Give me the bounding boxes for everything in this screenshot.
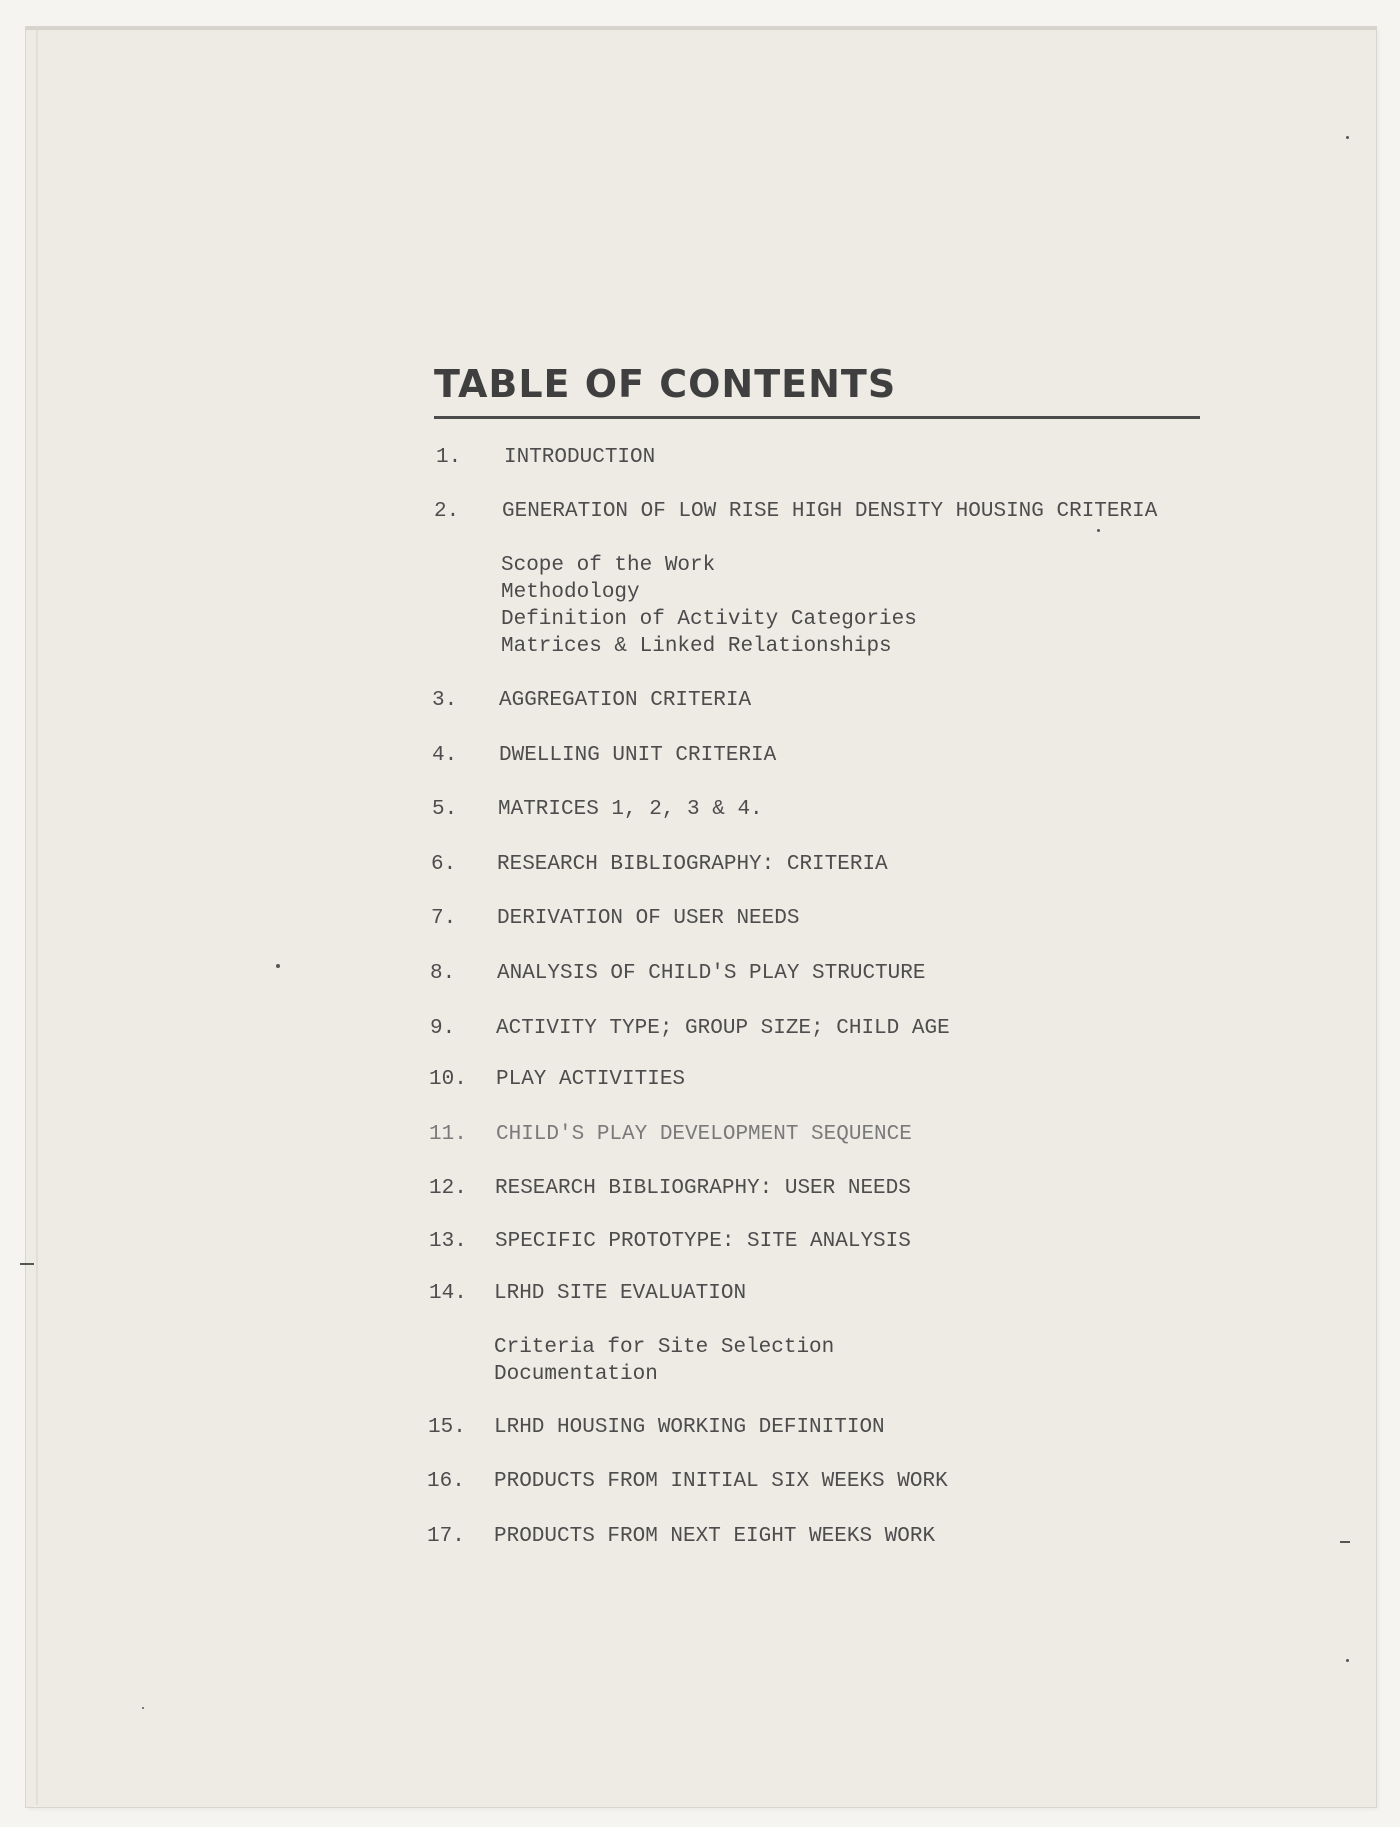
toc-number: 11. bbox=[429, 1123, 467, 1146]
paper-speck bbox=[1097, 529, 1100, 532]
toc-title: LRHD SITE EVALUATION bbox=[494, 1282, 747, 1305]
toc-title: RESEARCH BIBLIOGRAPHY: CRITERIA bbox=[497, 853, 888, 876]
page-title: TABLE OF CONTENTS bbox=[434, 362, 897, 406]
paper-left-edge bbox=[36, 30, 38, 1805]
toc-title: INTRODUCTION bbox=[504, 446, 656, 469]
toc-subitem: Definition of Activity Categories bbox=[501, 608, 917, 631]
toc-number: 5. bbox=[432, 798, 458, 821]
paper-speck bbox=[1346, 136, 1349, 139]
toc-subitem: Methodology bbox=[501, 581, 640, 604]
toc-title: PRODUCTS FROM NEXT EIGHT WEEKS WORK bbox=[494, 1525, 936, 1548]
toc-title: SPECIFIC PROTOTYPE: SITE ANALYSIS bbox=[495, 1230, 911, 1253]
paper-speck bbox=[276, 964, 280, 968]
toc-number: 14. bbox=[429, 1282, 467, 1305]
toc-title: DERIVATION OF USER NEEDS bbox=[497, 907, 800, 930]
toc-number: 17. bbox=[427, 1525, 465, 1548]
toc-title: PRODUCTS FROM INITIAL SIX WEEKS WORK bbox=[494, 1470, 948, 1493]
toc-number: 10. bbox=[429, 1068, 467, 1091]
toc-title: RESEARCH BIBLIOGRAPHY: USER NEEDS bbox=[495, 1177, 911, 1200]
toc-subitem: Matrices & Linked Relationships bbox=[501, 635, 892, 658]
paper-top-edge bbox=[26, 27, 1376, 30]
toc-title: DWELLING UNIT CRITERIA bbox=[499, 744, 777, 767]
toc-subitem: Scope of the Work bbox=[501, 554, 716, 577]
toc-title: GENERATION OF LOW RISE HIGH DENSITY HOUSING CRITERIA bbox=[502, 500, 1158, 523]
toc-subitem: Criteria for Site Selection bbox=[494, 1336, 835, 1359]
paper-speck bbox=[142, 1707, 144, 1709]
toc-title: MATRICES 1, 2, 3 & 4. bbox=[498, 798, 763, 821]
toc-number: 6. bbox=[431, 853, 457, 876]
toc-number: 3. bbox=[432, 689, 458, 712]
toc-title: LRHD HOUSING WORKING DEFINITION bbox=[494, 1416, 885, 1439]
toc-number: 1. bbox=[436, 446, 462, 469]
toc-title: ANALYSIS OF CHILD'S PLAY STRUCTURE bbox=[497, 962, 926, 985]
paper-mark bbox=[20, 1263, 34, 1265]
toc-title: ACTIVITY TYPE; GROUP SIZE; CHILD AGE bbox=[496, 1017, 950, 1040]
toc-number: 13. bbox=[429, 1230, 467, 1253]
toc-title: AGGREGATION CRITERIA bbox=[499, 689, 752, 712]
toc-number: 4. bbox=[432, 744, 458, 767]
toc-number: 7. bbox=[431, 907, 457, 930]
paper-speck bbox=[1346, 1659, 1349, 1662]
toc-number: 15. bbox=[428, 1416, 466, 1439]
title-underline bbox=[434, 416, 1200, 419]
toc-title: PLAY ACTIVITIES bbox=[496, 1068, 686, 1091]
toc-number: 8. bbox=[430, 962, 456, 985]
toc-number: 9. bbox=[430, 1017, 456, 1040]
paper-mark bbox=[1340, 1541, 1350, 1543]
toc-number: 12. bbox=[429, 1177, 467, 1200]
toc-title: CHILD'S PLAY DEVELOPMENT SEQUENCE bbox=[496, 1123, 912, 1146]
toc-subitem: Documentation bbox=[494, 1363, 658, 1386]
toc-number: 16. bbox=[427, 1470, 465, 1493]
toc-number: 2. bbox=[434, 500, 460, 523]
